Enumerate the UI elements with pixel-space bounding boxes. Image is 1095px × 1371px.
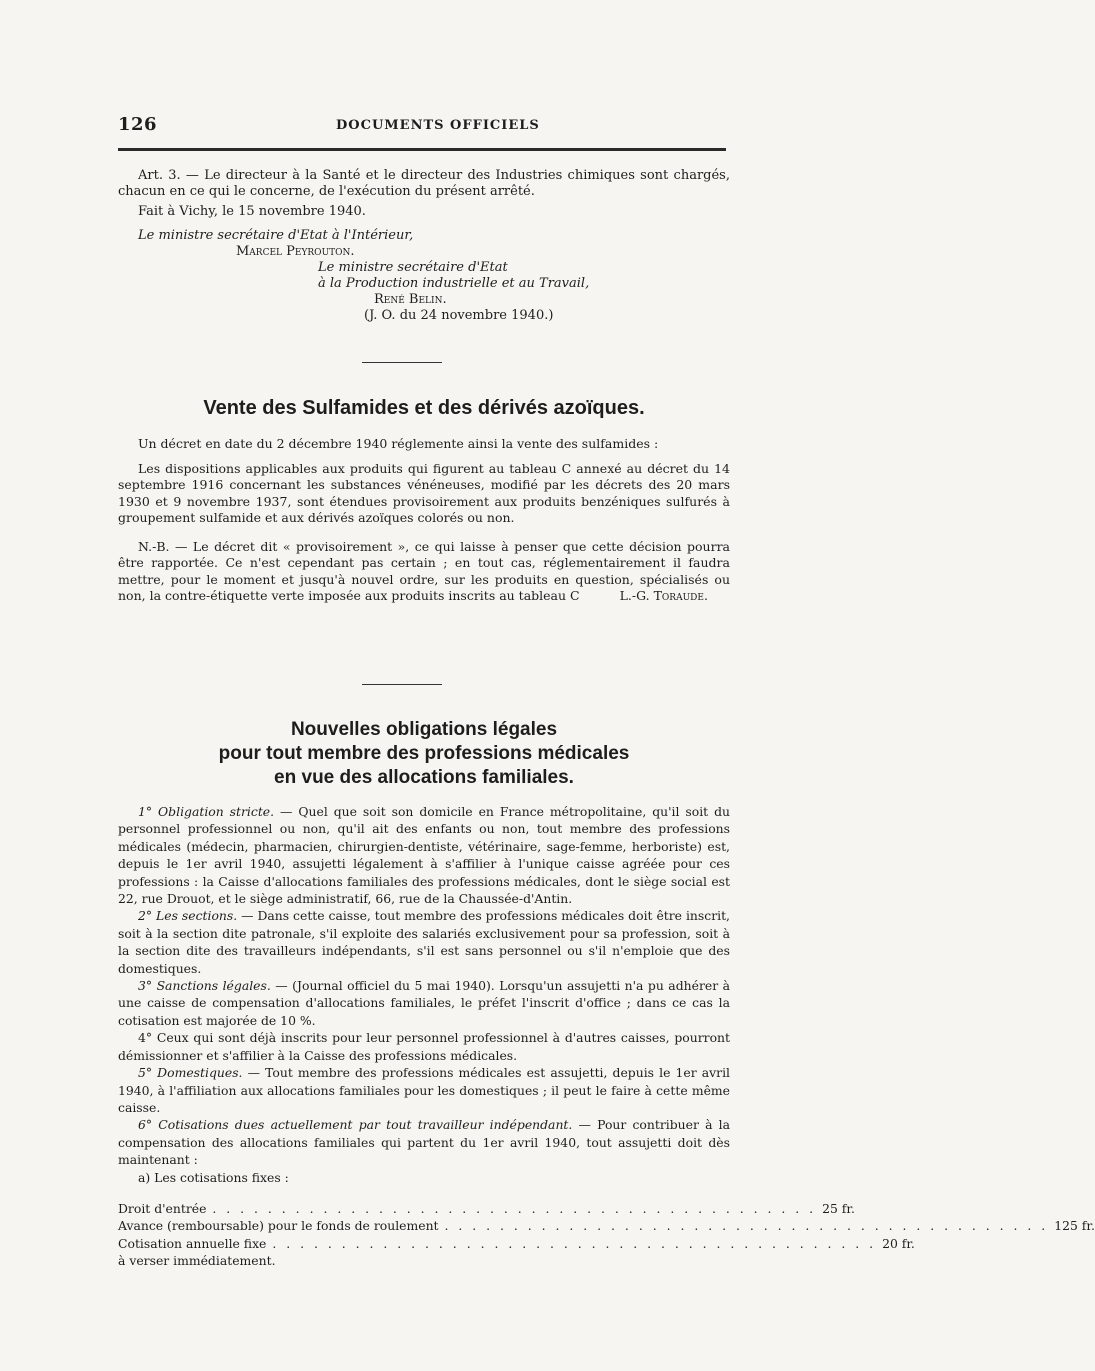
item-5-text: — Tout membre des professions médicales est assujetti, depuis le 1er avril 1940, à l'affiliation aux allocations familiales pour les domestiques ; il peut le faire à cette même caisse. <box>118 1065 730 1115</box>
fee-leader: . . . . . . . . . . . . . . . . . . . . . . . . . . . . . . . . . . . . . . . . . . . . <box>272 1235 877 1251</box>
signature-2-name: René Belin. <box>374 292 447 307</box>
section-2-body <box>118 803 1095 1270</box>
item-6-label: 6° Cotisations dues actuellement par tout travailleur indépendant. <box>138 1117 573 1133</box>
fee-amount: 20 fr. <box>882 1235 915 1251</box>
page-number: 126 <box>118 114 158 135</box>
fee-label: Cotisation annuelle fixe <box>118 1235 267 1251</box>
section-divider-2 <box>362 684 442 685</box>
fee-leader: . . . . . . . . . . . . . . . . . . . . . . . . . . . . . . . . . . . . . . . . . . . . <box>212 1200 817 1216</box>
signature-2-role-2: à la Production industrielle et au Travail, <box>318 276 590 291</box>
signature-1-role: Le ministre secrétaire d'Etat à l'Intérieur, <box>138 228 414 243</box>
running-head: DOCUMENTS OFFICIELS <box>336 118 540 133</box>
item-5 <box>118 1064 730 1116</box>
item-2-text: — Dans cette caisse, tout membre des professions médicales doit être inscrit, soit à la section dite patronale, s'il exploite des salariés exclusivement pour sa profession, soit à la section dite des travailleurs indépendants, s'il est sans personnel ou s'il n'emploie que des domestiques. <box>118 908 730 976</box>
fee-row <box>118 1200 855 1217</box>
item-6 <box>118 1116 730 1168</box>
fee-amount: 25 fr. <box>822 1200 855 1216</box>
fees-list <box>118 1200 1095 1270</box>
fee-label: Avance (remboursable) pour le fonds de roulement <box>118 1218 439 1234</box>
item-1-label: 1° Obligation stricte. <box>138 804 275 819</box>
section-2-title-line-2: pour tout membre des professions médicales <box>218 743 630 764</box>
item-3-label: 3° Sanctions légales. <box>138 978 271 994</box>
section-2-title <box>118 718 730 790</box>
footer-line: à verser immédiatement. <box>118 1253 276 1269</box>
header-rule <box>118 148 726 151</box>
signature-2-role-1: Le ministre secrétaire d'Etat <box>318 260 508 275</box>
section-divider <box>362 362 442 363</box>
source-citation: (J. O. du 24 novembre 1940.) <box>364 308 554 323</box>
item-2-label: 2° Les sections. <box>138 908 238 924</box>
page-header <box>118 112 730 142</box>
section-1-body <box>118 436 730 605</box>
item-6a: a) Les cotisations fixes : <box>138 1169 289 1185</box>
item-1-text: — Quel que soit son domicile en France métropolitaine, qu'il soit du personnel professionnel ou non, qu'il ait des enfants ou non, tout membre des professions médicales (médecin, pharmacien, chirurgien-dentiste, vétérinaire, sage-femme, herboriste) est, depuis le 1er avril 1940, assujetti légalement à s'affilier à l'unique caisse agréée pour ces professions : la Caisse d'allocations familiales des professions médicales, dont le siège social est 22, rue Drouot, et le siège administratif, 66, rue de la Chaussée-d'Antin. <box>118 804 730 907</box>
section-1-title: Vente des Sulfamides et des dérivés azoïques. <box>203 397 645 419</box>
item-3-text: — (Journal officiel du 5 mai 1940). Lorsqu'un assujetti n'a pu adhérer à une caisse de compensation d'allocations familiales, le préfet l'inscrit d'office ; dans ce cas la cotisation est majorée de 10 %. <box>118 978 730 1028</box>
fee-label: Droit d'entrée <box>118 1200 207 1216</box>
fee-leader: . . . . . . . . . . . . . . . . . . . . . . . . . . . . . . . . . . . . . . . . . . . . <box>444 1218 1049 1234</box>
section-2-title-line-1: Nouvelles obligations légales <box>290 719 558 740</box>
item-3 <box>118 977 730 1029</box>
section-1-intro: Un décret en date du 2 décembre 1940 réglemente ainsi la vente des sulfamides : <box>138 436 659 451</box>
note-text: N.-B. — Le décret dit « provisoirement », ce qui laisse à penser que cette décision pourra être rapportée. Ce n'est cependant pas certain ; en tout cas, réglementairement il faudra mettre, pour le moment et jusqu'à nouvel ordre, sur les produits en question, spécialisés ou non, la contre-étiquette verte imposée aux produits inscrits au tableau C <box>118 538 730 603</box>
item-5-label: 5° Domestiques. <box>138 1065 243 1081</box>
article-3: Art. 3. — Le directeur à la Santé et le directeur des Industries chimiques sont chargés, chacun en ce qui le concerne, de l'exécution du présent arrêté. <box>118 168 730 199</box>
fee-amount: 125 fr. <box>1054 1218 1095 1234</box>
item-1 <box>118 803 730 907</box>
note-author: L.-G. Toraude. <box>619 588 708 603</box>
item-2 <box>118 907 730 977</box>
section-1-paragraph: Les dispositions applicables aux produits qui figurent au tableau C annexé au décret du 14 septembre 1916 concernant les substances vénéneuses, modifié par les décrets des 20 mars 1930 et 9 novembre 1937, sont étendues provisoirement aux produits benzéniques sulfurés à groupement sulfamide et aux dérivés azoïques colorés ou non. <box>118 460 730 525</box>
decree-end <box>118 168 730 324</box>
section-2-title-line-3: en vue des allocations familiales. <box>274 767 574 788</box>
signature-1-name: Marcel Peyrouton. <box>236 244 355 259</box>
fee-row <box>118 1217 1095 1234</box>
section-1-note <box>118 539 730 605</box>
fait-line: Fait à Vichy, le 15 novembre 1940. <box>138 204 366 219</box>
item-4: 4° Ceux qui sont déjà inscrits pour leur personnel professionnel à d'autres caisses, pourront démissionner et s'affilier à la Caisse des professions médicales. <box>118 1030 730 1063</box>
item-6-text: — Pour contribuer à la compensation des allocations familiales qui partent du 1er avril 1940, tout assujetti doit dès maintenant : <box>118 1117 731 1168</box>
fee-row <box>118 1235 915 1252</box>
